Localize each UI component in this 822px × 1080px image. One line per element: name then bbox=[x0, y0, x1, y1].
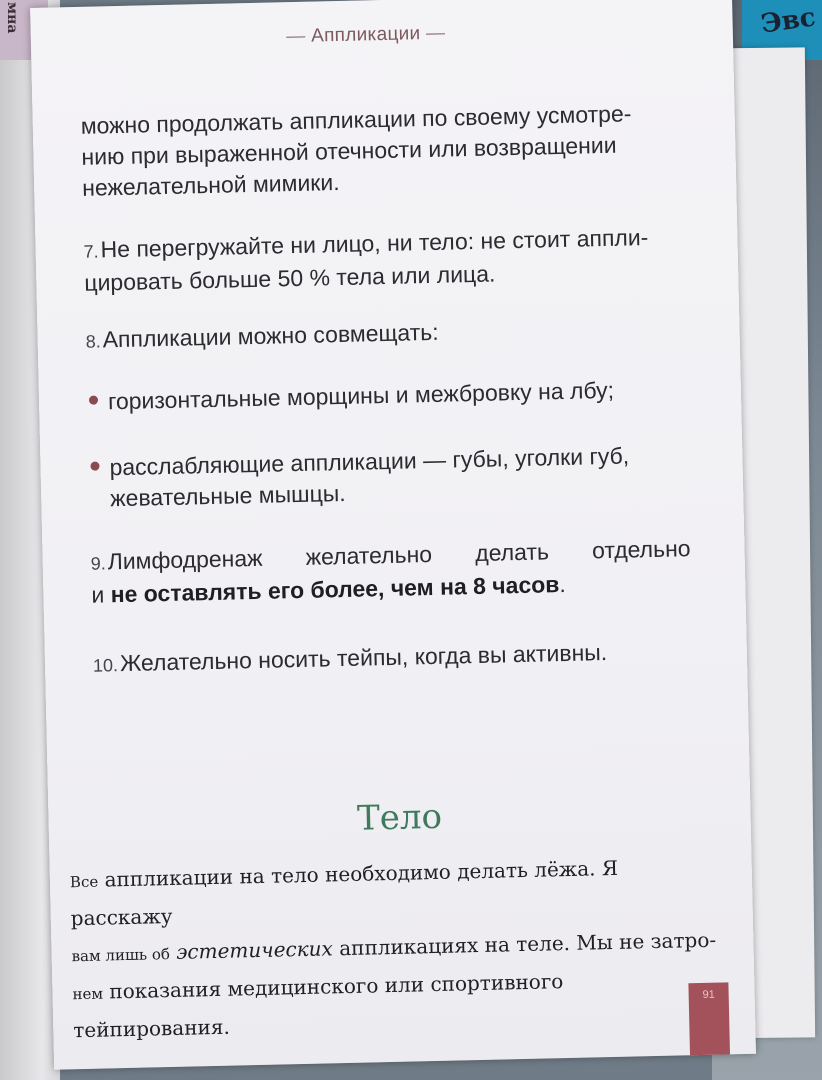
list-item-9 bbox=[90, 533, 691, 611]
continued-paragraph bbox=[80, 97, 682, 204]
body-line-2-rest: аппликациях на теле. Мы не затро- bbox=[338, 927, 717, 961]
section-heading: Тело bbox=[356, 796, 443, 839]
item-7-line-2: цировать больше 50 % тела или лица. bbox=[84, 260, 496, 296]
body-line-2-start: вам лишь об bbox=[71, 945, 171, 966]
item-9-word-4: отдельно bbox=[591, 535, 691, 564]
continued-line-1: можно продолжать аппликации по своему усмотре- bbox=[80, 100, 632, 139]
body-line-3 bbox=[72, 960, 724, 1049]
item-9-word-3: делать bbox=[474, 538, 550, 567]
body-line-3-rest: показания медицинского или спортивного тейпирования. bbox=[73, 969, 564, 1043]
running-head-dash-left: — bbox=[285, 25, 312, 48]
page-number-tab bbox=[688, 982, 730, 1055]
item-9-word-2: желательно bbox=[305, 540, 433, 570]
running-head-dash-right: — bbox=[420, 22, 446, 45]
list-item-7 bbox=[83, 221, 684, 299]
bullet-item-1 bbox=[89, 373, 690, 418]
bullet-item-2 bbox=[90, 439, 691, 515]
continued-line-3: нежелательной мимики. bbox=[81, 168, 340, 201]
body-line-1-start: Все bbox=[69, 872, 99, 892]
item-7-line-1: Не перегружайте ни лицо, ни тело: не стоит аппли- bbox=[100, 224, 649, 263]
body-line-1-rest: аппликации на тело необходимо делать лёжа. Я расскажу bbox=[70, 855, 619, 931]
item-9-line-2-bold: не оставлять его более, чем на 8 часов bbox=[110, 571, 560, 608]
item-9-word-1: Лимфодренаж bbox=[107, 544, 263, 575]
item-9-line-2-prefix: и bbox=[91, 581, 105, 608]
book-page bbox=[30, 0, 756, 1070]
page-number: 91 bbox=[702, 988, 715, 1001]
item-10-number: 10. bbox=[92, 655, 119, 676]
bullet-2-line-1: расслабляющие аппликации — губы, уголки губ, bbox=[109, 442, 630, 481]
list-item-8 bbox=[85, 311, 686, 358]
item-10-text: Желательно носить тейпы, когда вы активны. bbox=[119, 639, 608, 677]
bullet-dot bbox=[90, 462, 99, 471]
list-item-10 bbox=[93, 635, 694, 682]
item-8-text: Аппликации можно совмещать: bbox=[102, 318, 439, 353]
item-8-number: 8. bbox=[85, 331, 101, 352]
item-7-number: 7. bbox=[83, 241, 99, 262]
body-line-2-italic: эстетических bbox=[175, 936, 334, 964]
running-head bbox=[246, 22, 486, 49]
running-head-title: Аппликации bbox=[310, 23, 421, 47]
background-top-right-text: Эвс bbox=[759, 2, 818, 40]
bullet-2-line-2: жевательные мышцы. bbox=[109, 479, 346, 512]
bullet-1-line-1: горизонтальные морщины и межбровку на лбу; bbox=[107, 376, 615, 415]
body-paragraph bbox=[69, 848, 723, 1049]
body-line-3-start: нем bbox=[72, 984, 104, 1004]
background-top-left-text: мна bbox=[4, 2, 20, 34]
item-9-line-2-suffix: . bbox=[559, 570, 567, 598]
continued-line-2: нию при выраженной отечности или возвращении bbox=[81, 131, 617, 170]
bullet-dot bbox=[89, 396, 98, 405]
item-9-number: 9. bbox=[90, 553, 106, 574]
